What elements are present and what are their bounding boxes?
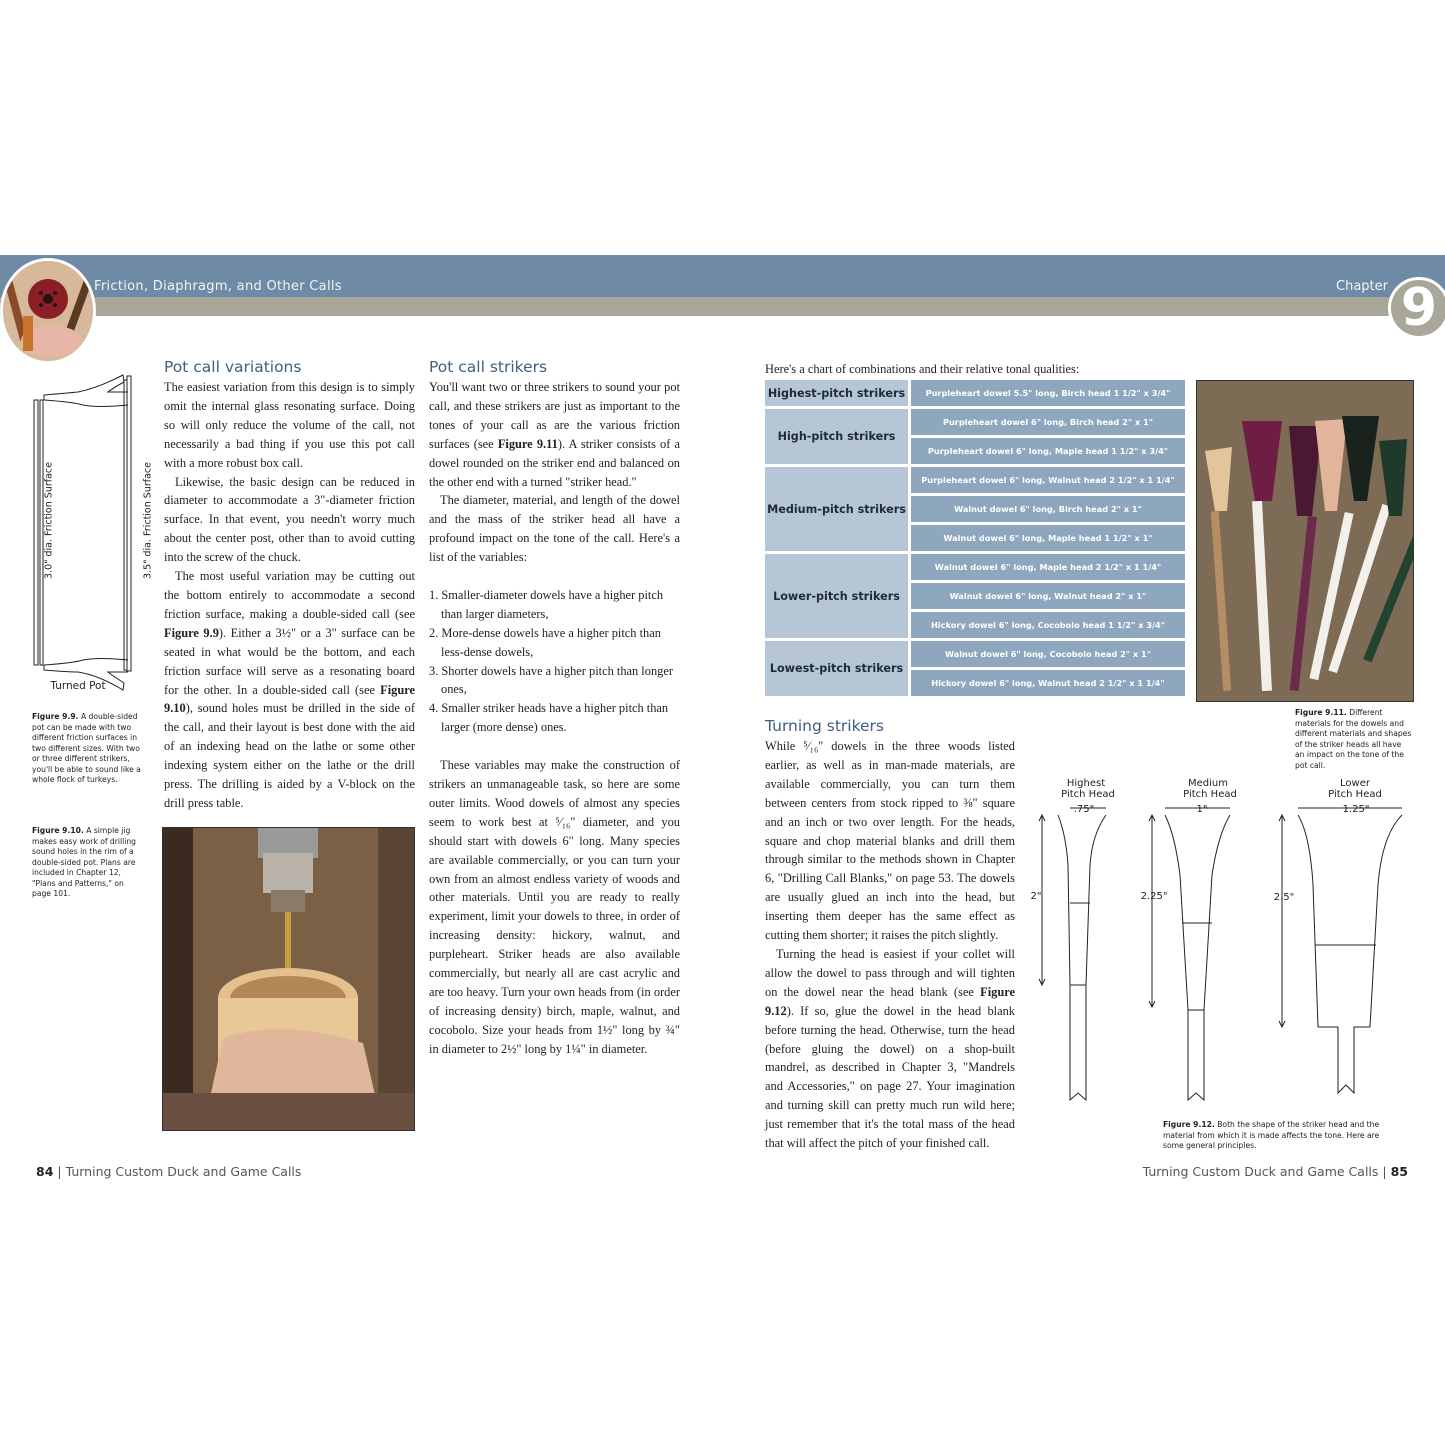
chart-intro: Here's a chart of combinations and their relative tonal qualities: xyxy=(765,362,1080,376)
paragraph: The easiest variation from this design is to simply omit the internal glass resonating surface. Doing so will only reduce the volume of the call, not necessarily a bad thing if you use this pot call with a more robust box call. xyxy=(164,380,415,470)
paragraph: The diameter, material, and length of the dowel and the mass of the striker head all have a profound impact on the tone of the call. Here's a list of the variables: xyxy=(429,493,680,565)
figure-9-9-caption xyxy=(32,712,144,786)
chart-group-label: Medium-pitch strikers xyxy=(765,467,908,551)
turning-strikers-heading: Turning strikers xyxy=(765,717,884,735)
chart-cell: Hickory dowel 6" long, Walnut head 2 1/2" x 1 1/4" xyxy=(911,670,1185,696)
text-run: The most useful variation may be cutting out the bottom entirely to accommodate a second friction surface, making a double-sided call (see xyxy=(164,569,415,621)
chart-cell: Purpleheart dowel 6" long, Walnut head 2 1/2" x 1 1/4" xyxy=(911,467,1185,493)
text-run: ). A striker consists of a dowel rounded on the striker end and balanced on the other end with a turned "striker head." xyxy=(429,436,681,489)
figure-ref: Figure 9.10 xyxy=(164,682,415,716)
page-number: 85 xyxy=(1390,1164,1408,1179)
running-title: Turning Custom Duck and Game Calls xyxy=(65,1164,302,1179)
figure-9-10-text: A simple jig makes easy work of drilling sound holes in the rim of a double-sided pot. Plans are included in Chapter 12, "Plans and Patterns," on page 101. xyxy=(32,826,136,898)
figure-9-10-label: Figure 9.10. xyxy=(32,826,84,835)
inner-friction-surface-label: 3.5" dia. Friction Surface xyxy=(142,462,154,579)
running-title: Turning Custom Duck and Game Calls xyxy=(1142,1164,1379,1179)
turned-pot-label: Turned Pot xyxy=(50,680,106,692)
chart-cell: Purpleheart dowel 6" long, Birch head 2" x 1" xyxy=(911,409,1185,435)
chapter-number: 9 xyxy=(1400,278,1438,338)
figure-9-11-label: Figure 9.11. xyxy=(1295,708,1347,717)
chart-cell: Hickory dowel 6" long, Cocobolo head 1 1/2" x 3/4" xyxy=(911,612,1185,638)
chart-group-label: Lowest-pitch strikers xyxy=(765,641,908,696)
paragraph xyxy=(164,567,415,813)
text-run: You'll want two or three strikers to sound your pot call, and these strikers are just as important to the tones of your call as are the various friction surfaces (see xyxy=(429,380,680,451)
figure-ref: Figure 9.9 xyxy=(164,625,219,640)
striker-heads-diagram xyxy=(1030,775,1410,1115)
paragraph xyxy=(765,945,1015,1153)
figure-9-12-label: Figure 9.12. xyxy=(1163,1120,1215,1129)
chart-cell: Purpleheart dowel 5.5" long, Birch head 1 1/2" x 3/4" xyxy=(911,380,1185,406)
text-run: ), sound holes must be drilled in the side of the call, and their layout is best done with the aid of an indexing head on the lathe or some other indexing system either on the lathe or the drill press. The drilling is aided by a V-block on the drill press table. xyxy=(164,701,415,810)
figure-ref: Figure 9.12 xyxy=(765,984,1015,1018)
table-row xyxy=(765,641,1185,667)
figure-9-10-photo xyxy=(162,827,415,1131)
medium-width: 1" xyxy=(1196,804,1208,815)
chapter-logo-photo xyxy=(0,258,96,364)
table-row xyxy=(765,409,1185,435)
lower-label-line2: Pitch Head xyxy=(1328,789,1382,800)
striker-chart-table xyxy=(762,377,1188,699)
highest-label-line2: Pitch Head xyxy=(1061,789,1115,800)
chart-cell: Walnut dowel 6" long, Cocobolo head 2" x 1" xyxy=(911,641,1185,667)
text-run: Turning the head is easiest if your collet will allow the dowel to pass through and will tighten on the dowel near the head blank (see xyxy=(765,946,1015,999)
outer-friction-surface-label: 3.0" dia. Friction Surface xyxy=(43,462,55,579)
list-item: 2. More-dense dowels have a higher pitch than less-dense dowels, xyxy=(429,625,661,659)
lower-label-line1: Lower xyxy=(1340,778,1370,789)
list-item: 4. Smaller striker heads have a higher pitch than larger (more dense) ones. xyxy=(429,701,669,735)
right-footer xyxy=(1100,1164,1408,1179)
chapter-title: Friction, Diaphragm, and Other Calls xyxy=(94,279,342,294)
medium-label-line2: Pitch Head xyxy=(1183,789,1237,800)
striker-chart xyxy=(762,377,1188,699)
table-row xyxy=(765,380,1185,406)
paragraph xyxy=(429,378,680,491)
figure-9-11-caption xyxy=(1295,708,1413,771)
highest-label-line1: Highest xyxy=(1066,778,1106,789)
figure-9-11-photo xyxy=(1196,380,1414,702)
highest-height: 2" xyxy=(1030,891,1042,902)
paragraph: Likewise, the basic design can be reduced in diameter to accommodate a 3"-diameter friction surface. In that event, you needn't worry much about the center post, other than to avoid cutting into the screw of the chuck. xyxy=(164,474,415,565)
chart-cell: Walnut dowel 6" long, Birch head 2" x 1" xyxy=(911,496,1185,522)
list-item: 1. Smaller-diameter dowels have a higher pitch than larger diameters, xyxy=(429,587,664,621)
figure-9-9-text: A double-sided pot can be made with two different friction surfaces in two different sizes. With two or three different strikers, you'll be able to sound like a whole flock of turkeys. xyxy=(32,712,141,784)
pot-call-strikers-body xyxy=(429,378,680,1059)
text-run: ). If so, glue the dowel in the head blank before turning the head. Otherwise, turn the head (before gluing the dowel) on a shop-built mandrel, as described in Chapter 3, "Mandrels and Accessories," on page 27. Your imagination and turning skill can pretty much run wild here; just remember that it's the total mass of the head that will affect the pitch of your finished call. xyxy=(765,1003,1015,1151)
table-row xyxy=(765,467,1185,493)
medium-label-line1: Medium xyxy=(1188,778,1228,789)
paragraph: These variables may make the construction of strikers an unmanageable task, so here are some outer limits. Wood dowels of almost any species seem to work best at ⁵⁄₁₆" diameter, and you should start with dowels 6" long. Many species are available commercially, or you can turn your own from an almost endless variety of woods and other materials. Until you are ready to really experiment, limit your dowels to three, in order of increasing density: hickory, walnut, and purpleheart. Striker heads are also available commercially, but nearly all are cast acrylic and are too heavy. Turn your own heads from (in order of increasing density) birch, maple, walnut, and cocobolo. Size your heads from 1½" long by ¾" in diameter to 2½" long by 1¼" in diameter. xyxy=(429,758,680,1056)
turning-strikers-body xyxy=(765,737,1015,1153)
left-footer xyxy=(36,1164,301,1179)
outer-friction-surface-label-wrap xyxy=(39,405,53,645)
chart-cell: Purpleheart dowel 6" long, Maple head 1 1/2" x 3/4" xyxy=(911,438,1185,464)
lower-height: 2.5" xyxy=(1273,892,1295,903)
figure-9-12-caption xyxy=(1163,1120,1393,1152)
chapter-banner-strip xyxy=(0,297,1445,316)
pot-call-variations-heading: Pot call variations xyxy=(164,358,302,376)
inner-friction-surface-label-wrap xyxy=(138,405,152,645)
chart-cell: Walnut dowel 6" long, Maple head 1 1/2" x 1" xyxy=(911,525,1185,551)
figure-9-9-label: Figure 9.9. xyxy=(32,712,79,721)
chapter-label: Chapter xyxy=(1336,279,1388,294)
paragraph: While ⁵⁄₁₆" dowels in the three woods listed earlier, as well as in man-made materials, are available commercially, you can turn them between centers from stock ripped to ⅜" square and an inch or two over length. For the heads, square and chop material blanks and drill them through similar to the methods shown in Chapter 6, "Drilling Call Blanks," on page 53. The dowels are usually glued an inch into the head, but inserting them deeper has the same effect as cutting them shorter; it raises the pitch slightly. xyxy=(765,739,1015,943)
highest-width: .75" xyxy=(1073,804,1095,815)
figure-ref: Figure 9.11 xyxy=(497,436,558,451)
chart-group-label: Highest-pitch strikers xyxy=(765,380,908,406)
pot-call-variations-body xyxy=(164,378,415,813)
page-number: 84 xyxy=(36,1164,54,1179)
table-row xyxy=(765,554,1185,580)
text-run: ). Either a 3½" or a 3" surface can be seated in what would be the bottom, and each friction surface will serve as a resonating board for the other. In a double-sided call (see xyxy=(164,625,415,697)
figure-9-10-caption xyxy=(32,826,144,900)
chart-cell: Walnut dowel 6" long, Walnut head 2" x 1" xyxy=(911,583,1185,609)
lower-width: 1.25" xyxy=(1342,804,1370,815)
figure-9-12-text: Both the shape of the striker head and the material from which it is made affects the tone. Here are some general principles. xyxy=(1163,1120,1380,1150)
footer-separator: | xyxy=(1382,1164,1387,1179)
chart-group-label: High-pitch strikers xyxy=(765,409,908,464)
footer-separator: | xyxy=(57,1164,62,1179)
chart-group-label: Lower-pitch strikers xyxy=(765,554,908,638)
medium-height: 2.25" xyxy=(1140,891,1168,902)
list-item: 3. Shorter dowels have a higher pitch than longer ones, xyxy=(429,663,673,697)
pot-call-strikers-heading: Pot call strikers xyxy=(429,358,548,376)
figure-9-11-text: Different materials for the dowels and different materials and shapes of the striker heads all have an impact on the tone of the pot call. xyxy=(1295,708,1412,770)
chart-cell: Walnut dowel 6" long, Maple head 2 1/2" x 1 1/4" xyxy=(911,554,1185,580)
